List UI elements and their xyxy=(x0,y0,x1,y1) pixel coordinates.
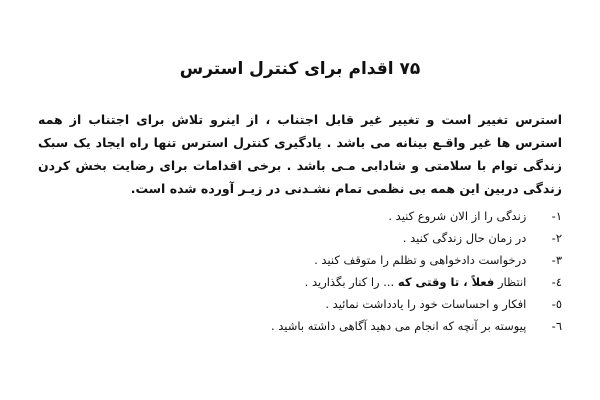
intro-paragraph: استرس تغییر است و تغییر غیر قابل اجتناب ، از اینرو تلاش برای اجتناب از همه استرس ها غیر واقـع بینانه می باشد . یادگیری کنترل استرس تنها راه ایجاد یک سبک زندگی توام با سلامتی و شادابی مـی باشد . برخی اقدامات برای رضایت بخش کردن زندگی دربین این همه بی نظمی تمام نشـدنی در زیـر آورده شده است. xyxy=(38,112,562,196)
list-item xyxy=(38,315,562,337)
step-text: در زمان حال زندگی کنید . xyxy=(402,231,527,245)
step-number: ٤- xyxy=(551,275,562,289)
list-item xyxy=(38,271,562,293)
list-item xyxy=(38,293,562,315)
step-number: ۱- xyxy=(551,209,562,223)
step-number: ٦- xyxy=(551,319,562,333)
step-text-end: ... را کنار بگذارید . xyxy=(304,275,398,289)
step-number: ۲- xyxy=(551,231,562,245)
list-item xyxy=(38,205,562,227)
step-text: درخواست دادخواهی و تظلم را متوقف کنید . xyxy=(314,253,527,267)
steps-list xyxy=(38,205,562,337)
step-text-start: انتظار xyxy=(494,275,527,289)
step-text: زندگی را از الان شروع کنید . xyxy=(388,209,527,223)
step-text: پیوسته بر آنچه که انجام می دهید آگاهی داشته باشید . xyxy=(270,319,527,333)
step-number: ۳- xyxy=(551,253,562,267)
step-text xyxy=(305,271,527,293)
document-title: ۷۵ اقدام برای کنترل استرس xyxy=(179,59,421,79)
list-item xyxy=(38,227,562,249)
step-text-bold: فعلاً ، تا وقتی که xyxy=(397,275,495,289)
list-item xyxy=(38,249,562,271)
step-text: افکار و احساسات خود را یادداشت نمائید . xyxy=(325,297,527,311)
step-number: ٥- xyxy=(551,297,562,311)
